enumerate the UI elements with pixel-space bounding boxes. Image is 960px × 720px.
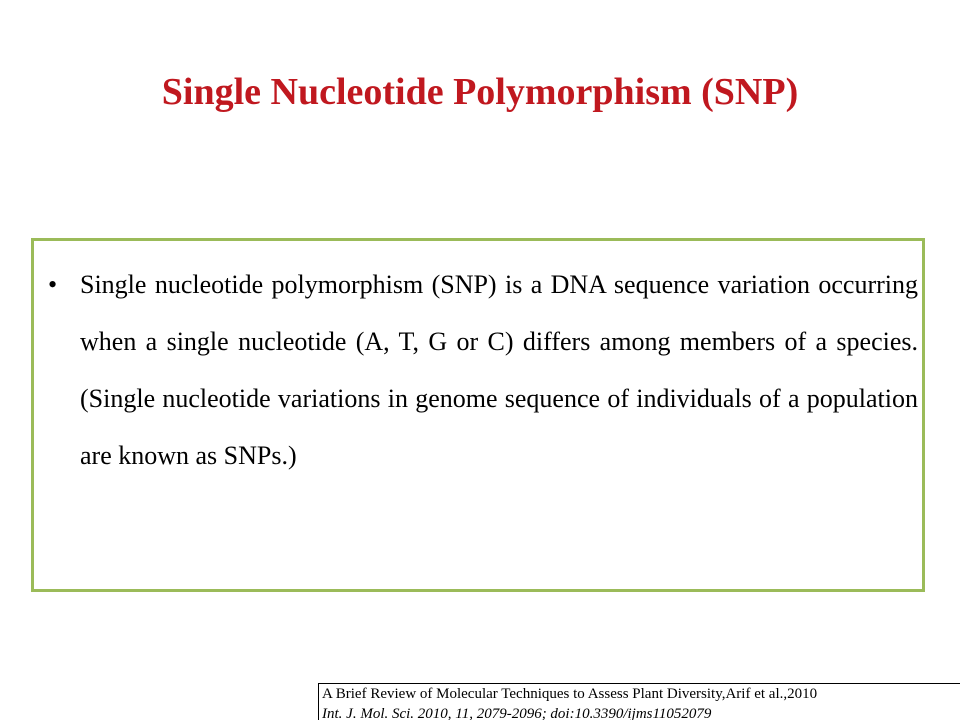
bullet-item bbox=[48, 256, 918, 484]
slide-title: Single Nucleotide Polymorphism (SNP) bbox=[161, 71, 799, 113]
bullet-marker: • bbox=[48, 270, 58, 299]
content-box bbox=[31, 238, 925, 592]
bullet-text: Single nucleotide polymorphism (SNP) is a DNA sequence variation occurring when a single nucleotide (A, T, G or C) differs among members of a species. (Single nucleotide variations in genome sequence of individuals of a population are known as SNPs.) bbox=[80, 270, 918, 470]
citation-line-1: A Brief Review of Molecular Techniques to Assess Plant Diversity,Arif et al.,2010 bbox=[322, 686, 818, 702]
citation-line-2: Int. J. Mol. Sci. 2010, 11, 2079-2096; doi:10.3390/ijms11052079 bbox=[322, 706, 712, 720]
citation-box bbox=[318, 683, 960, 720]
